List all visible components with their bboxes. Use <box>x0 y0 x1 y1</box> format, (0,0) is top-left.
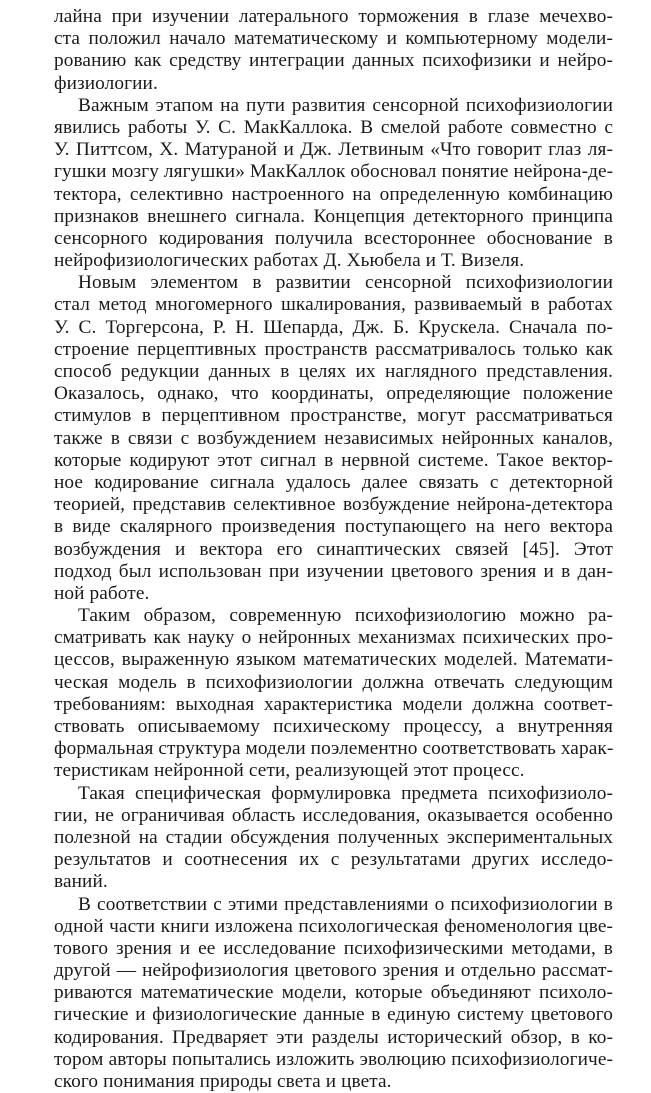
paragraph <box>54 95 613 273</box>
text-line: теорией, представив селективное возбуждение нейрона-детектора <box>54 494 613 516</box>
text-line: другой — нейрофизиология цветового зрения и отдельно рассмат- <box>54 960 613 982</box>
text-line: сенсорного кодирования получила всестороннее обоснование в <box>54 228 613 250</box>
text-line: физиологии. <box>54 73 613 95</box>
text-line: ствовать описываемому психическому процессу, а внутренняя <box>54 716 613 738</box>
text-line: которые кодируют этот сигнал в нервной системе. Такое вектор- <box>54 450 613 472</box>
text-line: тового зрения и ее исследование психофизическими методами, в <box>54 938 613 960</box>
text-line: гии, не ограничивая область исследования, оказывается особенно <box>54 805 613 827</box>
text-line: строение перцептивных пространств рассматривалось только как <box>54 339 613 361</box>
text-line: Важным этапом на пути развития сенсорной психофизиологии <box>54 95 613 117</box>
text-line: нейрофизиологических работах Д. Хьюбела и Т. Визеля. <box>54 250 613 272</box>
text-line: кодирования. Предваряет эти разделы исторический обзор, в ко- <box>54 1027 613 1049</box>
body-text <box>54 6 613 1093</box>
text-line: признаков внешнего сигнала. Концепция детекторного принципа <box>54 206 613 228</box>
text-line: результатов и соотнесения их с результатами других исследо- <box>54 849 613 871</box>
text-line: ное кодирование сигнала удалось далее связать с детекторной <box>54 472 613 494</box>
text-line: лайна при изучении латерального торможения в глазе мечехво- <box>54 6 613 28</box>
paragraph <box>54 605 613 783</box>
text-line: Таким образом, современную психофизиологию можно ра- <box>54 605 613 627</box>
text-line: явились работы У. С. МакКаллока. В смелой работе совместно с <box>54 117 613 139</box>
text-line: риваются математические модели, которые объединяют психоло- <box>54 982 613 1004</box>
text-line: одной части книги изложена психологическая феноменология цве- <box>54 916 613 938</box>
text-line: Такая специфическая формулировка предмета психофизиоло- <box>54 783 613 805</box>
text-line: Оказалось, однако, что координаты, определяющие положение <box>54 383 613 405</box>
text-line: стимулов в перцептивном пространстве, могут рассматриваться <box>54 405 613 427</box>
text-line: требованиям: выходная характеристика модели должна соответ- <box>54 694 613 716</box>
text-line: ваний. <box>54 871 613 893</box>
paragraph <box>54 272 613 605</box>
text-line: подход был использован при изучении цветового зрения и в дан- <box>54 561 613 583</box>
text-line: тором авторы попытались изложить эволюцию психофизиологиче- <box>54 1049 613 1071</box>
text-line: ческая модель в психофизиологии должна отвечать следующим <box>54 672 613 694</box>
text-line: полезной на стадии обсуждения полученных экспериментальных <box>54 827 613 849</box>
text-line: цессов, выраженную языком математических моделей. Математи- <box>54 649 613 671</box>
text-line: стал метод многомерного шкалирования, развиваемый в работах <box>54 294 613 316</box>
text-line: сматривать как науку о нейронных механизмах психических про- <box>54 627 613 649</box>
paragraph <box>54 783 613 894</box>
text-line: У. С. Торгерсона, Р. Н. Шепарда, Дж. Б. Крускела. Сначала по- <box>54 317 613 339</box>
text-line: в виде скалярного произведения поступающего на него вектора <box>54 516 613 538</box>
text-line: ной работе. <box>54 583 613 605</box>
paragraph <box>54 6 613 95</box>
text-line: Новым элементом в развитии сенсорной психофизиологии <box>54 272 613 294</box>
text-line: В соответствии с этими представлениями о психофизиологии в <box>54 894 613 916</box>
paragraph <box>54 894 613 1093</box>
text-line: способ редукции данных в целях их наглядного представления. <box>54 361 613 383</box>
text-line: тектора, селективно настроенного на определенную комбинацию <box>54 184 613 206</box>
text-line: гушки мозгу лягушки» МакКаллок обосновал понятие нейрона-де- <box>54 161 613 183</box>
text-line: ского понимания природы света и цвета. <box>54 1071 613 1093</box>
text-line: У. Питтсом, Х. Матураной и Дж. Летвиным «Что говорит глаз ля- <box>54 139 613 161</box>
text-line: теристикам нейронной сети, реализующей этот процесс. <box>54 760 613 782</box>
text-line: рованию как средству интеграции данных психофизики и нейро- <box>54 50 613 72</box>
text-line: гические и физиологические данные в единую систему цветового <box>54 1004 613 1026</box>
text-line: также в связи с возбуждением независимых нейронных каналов, <box>54 428 613 450</box>
text-line: ста положил начало математическому и компьютерному модели- <box>54 28 613 50</box>
text-line: формальная структура модели поэлементно соответствовать харак- <box>54 738 613 760</box>
text-line: возбуждения и вектора его синаптических связей [45]. Этот <box>54 539 613 561</box>
